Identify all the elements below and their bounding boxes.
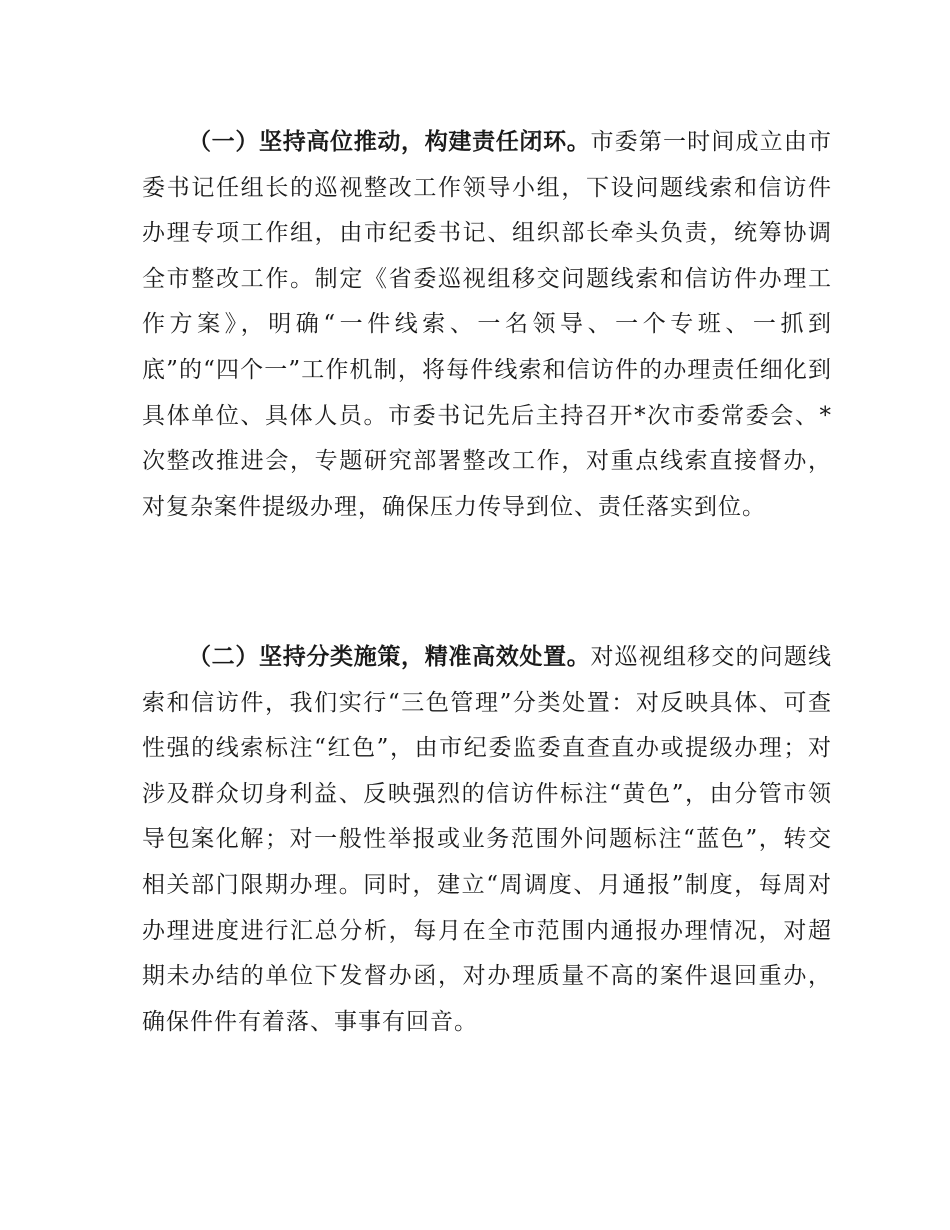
paragraph-2-heading: （二）坚持分类施策，精准高效处置。 (188, 644, 591, 670)
paragraph-2-body: 对巡视组移交的问题线索和信访件，我们实行“三色管理”分类处置：对反映具体、可查性强的线索标注“红色”，由市纪委监委直查直办或提级办理；对涉及群众切身利益、反映强烈的信访件标注“黄色”，由分管市领导包案化解；对一般性举报或业务范围外问题标注“蓝色”，转交相关部门限期办理。同时，建立“周调度、月通报”制度，每周对办理进度进行汇总分析，每月在全市范围内通报办理情况，对超期未办结的单位下发督办函，对办理质量不高的案件退回重办，确保件件有着落、事事有回音。 (142, 644, 833, 1035)
paragraph-1 (142, 120, 832, 530)
paragraph-2 (142, 635, 832, 1045)
paragraph-1-body: 市委第一时间成立由市委书记任组长的巡视整改工作领导小组，下设问题线索和信访件办理专项工作组，由市纪委书记、组织部长牵头负责，统筹协调全市整改工作。制定《省委巡视组移交问题线索和信访件办理工作方案》，明确“一件线索、一名领导、一个专班、一抓到底”的“四个一”工作机制，将每件线索和信访件的办理责任细化到具体单位、具体人员。市委书记先后主持召开*次市委常委会、*次整改推进会，专题研究部署整改工作，对重点线索直接督办，对复杂案件提级办理，确保压力传导到位、责任落实到位。 (142, 129, 833, 520)
paragraph-1-heading: （一）坚持高位推动，构建责任闭环。 (188, 129, 591, 155)
